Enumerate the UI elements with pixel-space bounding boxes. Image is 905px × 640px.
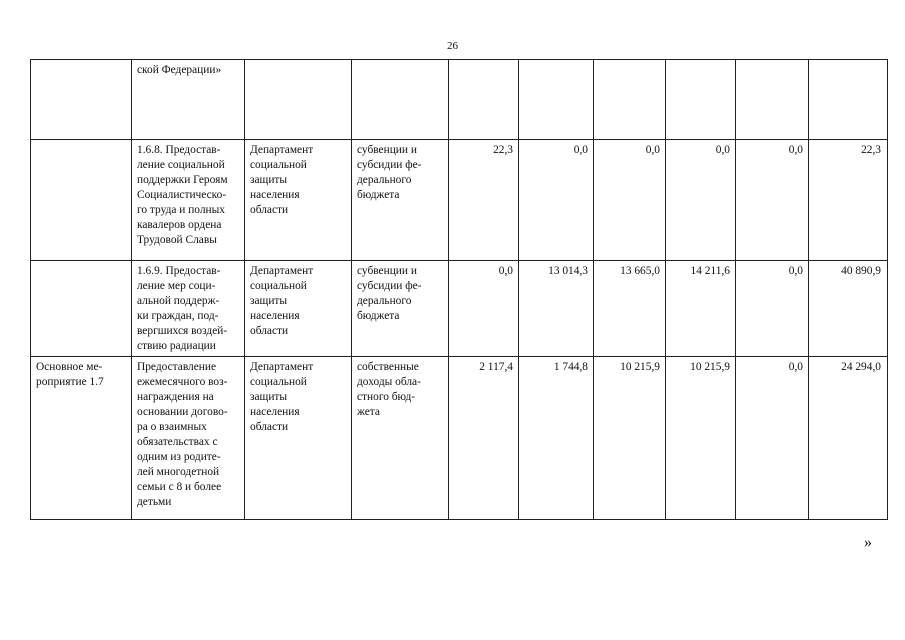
closing-quote-mark: » (864, 534, 872, 551)
year-value-cell: 0,0 (736, 140, 809, 261)
budget-table (30, 59, 888, 520)
measure-name-cell (132, 261, 245, 357)
year-value-cell: 0,0 (449, 261, 519, 357)
funding-source-cell-text: собственные доходы обла- стного бюд- жета (357, 361, 421, 418)
executor-cell-text: Департамент социальной защиты населения области (250, 361, 314, 433)
executor-cell (245, 357, 352, 520)
measure-name-cell-text: 1.6.9. Предостав- ление мер соци- альной поддерж- ки граждан, под- вергшихся воздей- ствию радиации (137, 265, 228, 352)
year-value-cell: 0,0 (736, 261, 809, 357)
year-value-cell (594, 60, 666, 140)
table-row (31, 140, 888, 261)
year-value-cell: 0,0 (666, 140, 736, 261)
year-value-cell: 22,3 (449, 140, 519, 261)
executor-cell-text: Департамент социальной защиты населения области (250, 144, 314, 216)
measure-name-cell (132, 60, 245, 140)
year-value-cell: 1 744,8 (519, 357, 594, 520)
funding-source-cell (352, 261, 449, 357)
year-value-cell: 2 117,4 (449, 357, 519, 520)
funding-source-cell (352, 60, 449, 140)
table-row (31, 60, 888, 140)
year-value-cell: 13 014,3 (519, 261, 594, 357)
table-row (31, 357, 888, 520)
measure-name-cell-text: Предоставление ежемесячного воз- награждения на основании догово- ра о взаимных обязательствах с одним из родите- лей многодетной семьи с 8 и более детьми (137, 361, 228, 508)
table-row (31, 261, 888, 357)
year-value-cell: 10 215,9 (666, 357, 736, 520)
measure-cell (31, 140, 132, 261)
year-value-cell: 13 665,0 (594, 261, 666, 357)
measure-cell (31, 261, 132, 357)
funding-source-cell-text: субвенции и субсидии фе- дерального бюджета (357, 265, 422, 322)
year-value-cell (449, 60, 519, 140)
year-value-cell: 10 215,9 (594, 357, 666, 520)
total-value-cell: 40 890,9 (809, 261, 888, 357)
total-value-cell (809, 60, 888, 140)
year-value-cell (736, 60, 809, 140)
year-value-cell: 0,0 (519, 140, 594, 261)
total-value-cell: 22,3 (809, 140, 888, 261)
measure-cell (31, 60, 132, 140)
year-value-cell: 0,0 (594, 140, 666, 261)
funding-source-cell-text: субвенции и субсидии фе- дерального бюджета (357, 144, 422, 201)
measure-cell (31, 357, 132, 520)
measure-name-cell-text: ской Федерации» (137, 64, 222, 76)
page-number: 26 (447, 40, 458, 52)
measure-name-cell (132, 140, 245, 261)
measure-name-cell (132, 357, 245, 520)
year-value-cell: 0,0 (736, 357, 809, 520)
executor-cell (245, 261, 352, 357)
funding-source-cell (352, 357, 449, 520)
year-value-cell: 14 211,6 (666, 261, 736, 357)
executor-cell (245, 140, 352, 261)
year-value-cell (666, 60, 736, 140)
measure-cell-text: Основное ме- роприятие 1.7 (36, 361, 104, 388)
year-value-cell (519, 60, 594, 140)
total-value-cell: 24 294,0 (809, 357, 888, 520)
measure-name-cell-text: 1.6.8. Предостав- ление социальной поддержки Героям Социалистическо- го труда и полных кавалеров ордена Трудовой Славы (137, 144, 228, 246)
executor-cell-text: Департамент социальной защиты населения области (250, 265, 314, 337)
executor-cell (245, 60, 352, 140)
funding-source-cell (352, 140, 449, 261)
